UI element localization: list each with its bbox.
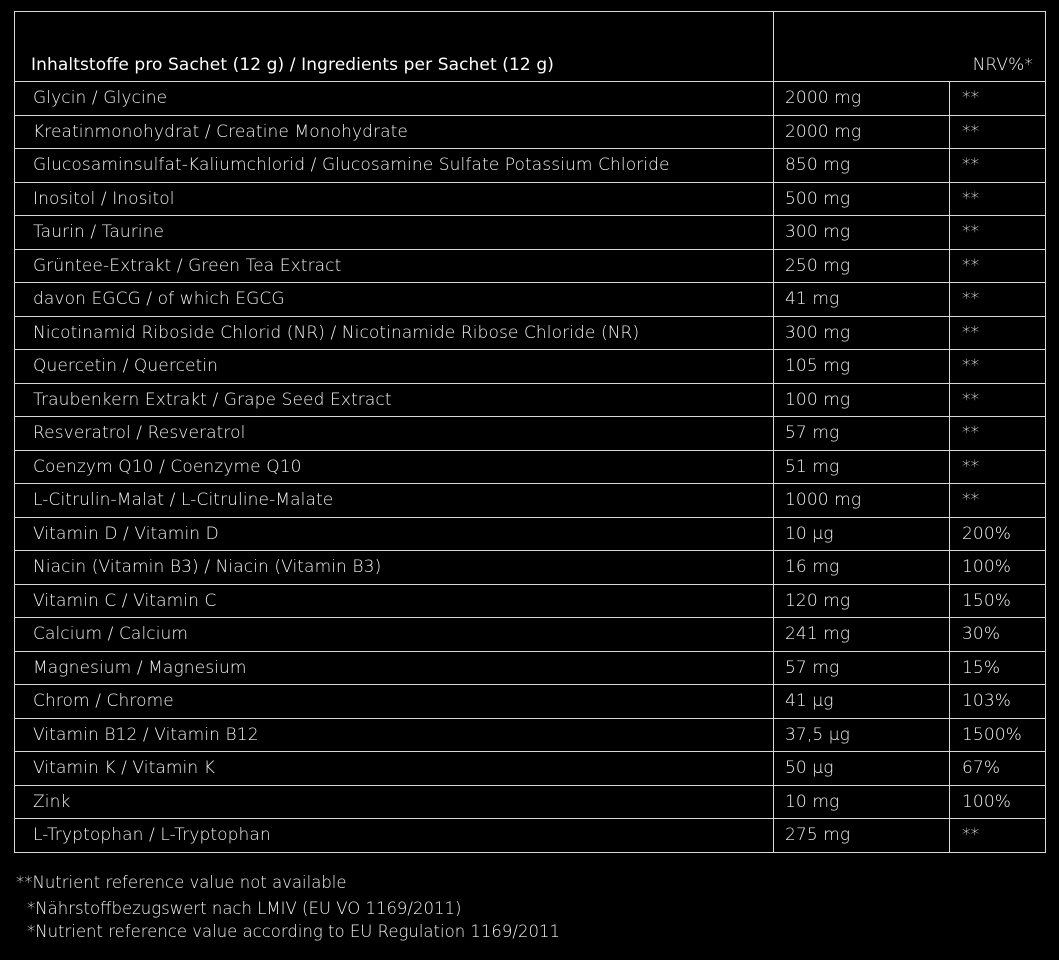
ingredient-name: Vitamin K / Vitamin K <box>15 752 774 786</box>
ingredient-amount: 37,5 µg <box>774 718 950 752</box>
ingredient-nrv: ** <box>950 216 1046 250</box>
header-ingredient-label: Inhaltstoffe pro Sachet (12 g) / Ingredients per Sachet (12 g) <box>15 12 774 82</box>
ingredient-amount: 41 µg <box>774 685 950 719</box>
table-row <box>15 283 1046 317</box>
ingredient-amount: 2000 mg <box>774 82 950 116</box>
ingredient-name: L-Citrulin-Malat / L-Citruline-Malate <box>15 484 774 518</box>
table-row <box>15 182 1046 216</box>
table-row <box>15 718 1046 752</box>
ingredient-nrv: 103% <box>950 685 1046 719</box>
ingredient-nrv: 200% <box>950 517 1046 551</box>
table-row <box>15 517 1046 551</box>
ingredient-nrv: 15% <box>950 651 1046 685</box>
table-row <box>15 249 1046 283</box>
ingredient-nrv: ** <box>950 417 1046 451</box>
ingredient-nrv: ** <box>950 149 1046 183</box>
footnote-nrv-german: *Nährstoffbezugswert nach LMIV (EU VO 1169/2011) <box>27 899 462 918</box>
header-amount-label <box>774 12 950 82</box>
nutrition-table-body <box>15 12 1046 853</box>
ingredient-name: Grüntee-Extrakt / Green Tea Extract <box>15 249 774 283</box>
ingredient-name: Vitamin D / Vitamin D <box>15 517 774 551</box>
table-row <box>15 484 1046 518</box>
ingredient-amount: 500 mg <box>774 182 950 216</box>
table-row <box>15 216 1046 250</box>
ingredient-amount: 120 mg <box>774 584 950 618</box>
ingredient-amount: 57 mg <box>774 651 950 685</box>
ingredient-amount: 100 mg <box>774 383 950 417</box>
ingredient-nrv: ** <box>950 819 1046 853</box>
table-row <box>15 316 1046 350</box>
footnote-nrv-english: *Nutrient reference value according to EU Regulation 1169/2011 <box>27 922 560 941</box>
ingredient-nrv: ** <box>950 115 1046 149</box>
ingredient-nrv: 30% <box>950 618 1046 652</box>
ingredient-amount: 1000 mg <box>774 484 950 518</box>
table-row <box>15 450 1046 484</box>
ingredient-name: Vitamin C / Vitamin C <box>15 584 774 618</box>
ingredient-nrv: ** <box>950 283 1046 317</box>
ingredient-nrv: 150% <box>950 584 1046 618</box>
ingredient-name: Traubenkern Extrakt / Grape Seed Extract <box>15 383 774 417</box>
ingredient-amount: 10 mg <box>774 785 950 819</box>
ingredient-nrv: 1500% <box>950 718 1046 752</box>
table-row <box>15 383 1046 417</box>
ingredient-amount: 57 mg <box>774 417 950 451</box>
ingredient-name: Quercetin / Quercetin <box>15 350 774 384</box>
ingredient-amount: 41 mg <box>774 283 950 317</box>
ingredient-amount: 850 mg <box>774 149 950 183</box>
table-row <box>15 785 1046 819</box>
table-row <box>15 350 1046 384</box>
ingredient-nrv: ** <box>950 383 1046 417</box>
ingredient-nrv: 67% <box>950 752 1046 786</box>
footnotes <box>16 869 560 943</box>
table-row <box>15 584 1046 618</box>
table-header-row <box>15 12 1046 82</box>
ingredient-amount: 250 mg <box>774 249 950 283</box>
ingredient-name: Chrom / Chrome <box>15 685 774 719</box>
ingredient-nrv: 100% <box>950 785 1046 819</box>
table-row <box>15 417 1046 451</box>
ingredient-nrv: ** <box>950 484 1046 518</box>
table-row <box>15 685 1046 719</box>
ingredient-name: Zink <box>15 785 774 819</box>
nutrition-table <box>14 11 1046 853</box>
ingredient-name: Magnesium / Magnesium <box>15 651 774 685</box>
ingredient-name: Taurin / Taurine <box>15 216 774 250</box>
ingredient-name: Calcium / Calcium <box>15 618 774 652</box>
ingredient-nrv: ** <box>950 316 1046 350</box>
ingredient-amount: 10 µg <box>774 517 950 551</box>
ingredient-amount: 300 mg <box>774 316 950 350</box>
table-row <box>15 82 1046 116</box>
ingredient-nrv: ** <box>950 82 1046 116</box>
ingredient-amount: 241 mg <box>774 618 950 652</box>
ingredient-nrv: ** <box>950 450 1046 484</box>
header-nrv-label: NRV%* <box>950 12 1046 82</box>
ingredient-amount: 51 mg <box>774 450 950 484</box>
ingredient-name: Kreatinmonohydrat / Creatine Monohydrate <box>15 115 774 149</box>
ingredient-name: Resveratrol / Resveratrol <box>15 417 774 451</box>
ingredient-name: Glucosaminsulfat-Kaliumchlorid / Glucosamine Sulfate Potassium Chloride <box>15 149 774 183</box>
table-row <box>15 752 1046 786</box>
ingredient-name: Nicotinamid Riboside Chlorid (NR) / Nicotinamide Ribose Chloride (NR) <box>15 316 774 350</box>
footnote-not-available: **Nutrient reference value not available <box>16 873 347 892</box>
ingredient-nrv: 100% <box>950 551 1046 585</box>
ingredient-name: davon EGCG / of which EGCG <box>15 283 774 317</box>
ingredient-name: Coenzym Q10 / Coenzyme Q10 <box>15 450 774 484</box>
ingredient-nrv: ** <box>950 249 1046 283</box>
ingredient-name: Glycin / Glycine <box>15 82 774 116</box>
table-row <box>15 149 1046 183</box>
ingredient-amount: 16 mg <box>774 551 950 585</box>
ingredient-amount: 50 µg <box>774 752 950 786</box>
ingredient-name: L-Tryptophan / L-Tryptophan <box>15 819 774 853</box>
ingredient-amount: 105 mg <box>774 350 950 384</box>
table-row <box>15 651 1046 685</box>
ingredient-name: Niacin (Vitamin B3) / Niacin (Vitamin B3) <box>15 551 774 585</box>
table-row <box>15 819 1046 853</box>
table-row <box>15 551 1046 585</box>
ingredient-amount: 275 mg <box>774 819 950 853</box>
ingredient-name: Inositol / Inositol <box>15 182 774 216</box>
ingredient-amount: 300 mg <box>774 216 950 250</box>
ingredient-nrv: ** <box>950 350 1046 384</box>
ingredient-amount: 2000 mg <box>774 115 950 149</box>
ingredient-name: Vitamin B12 / Vitamin B12 <box>15 718 774 752</box>
ingredient-nrv: ** <box>950 182 1046 216</box>
table-row <box>15 115 1046 149</box>
table-row <box>15 618 1046 652</box>
